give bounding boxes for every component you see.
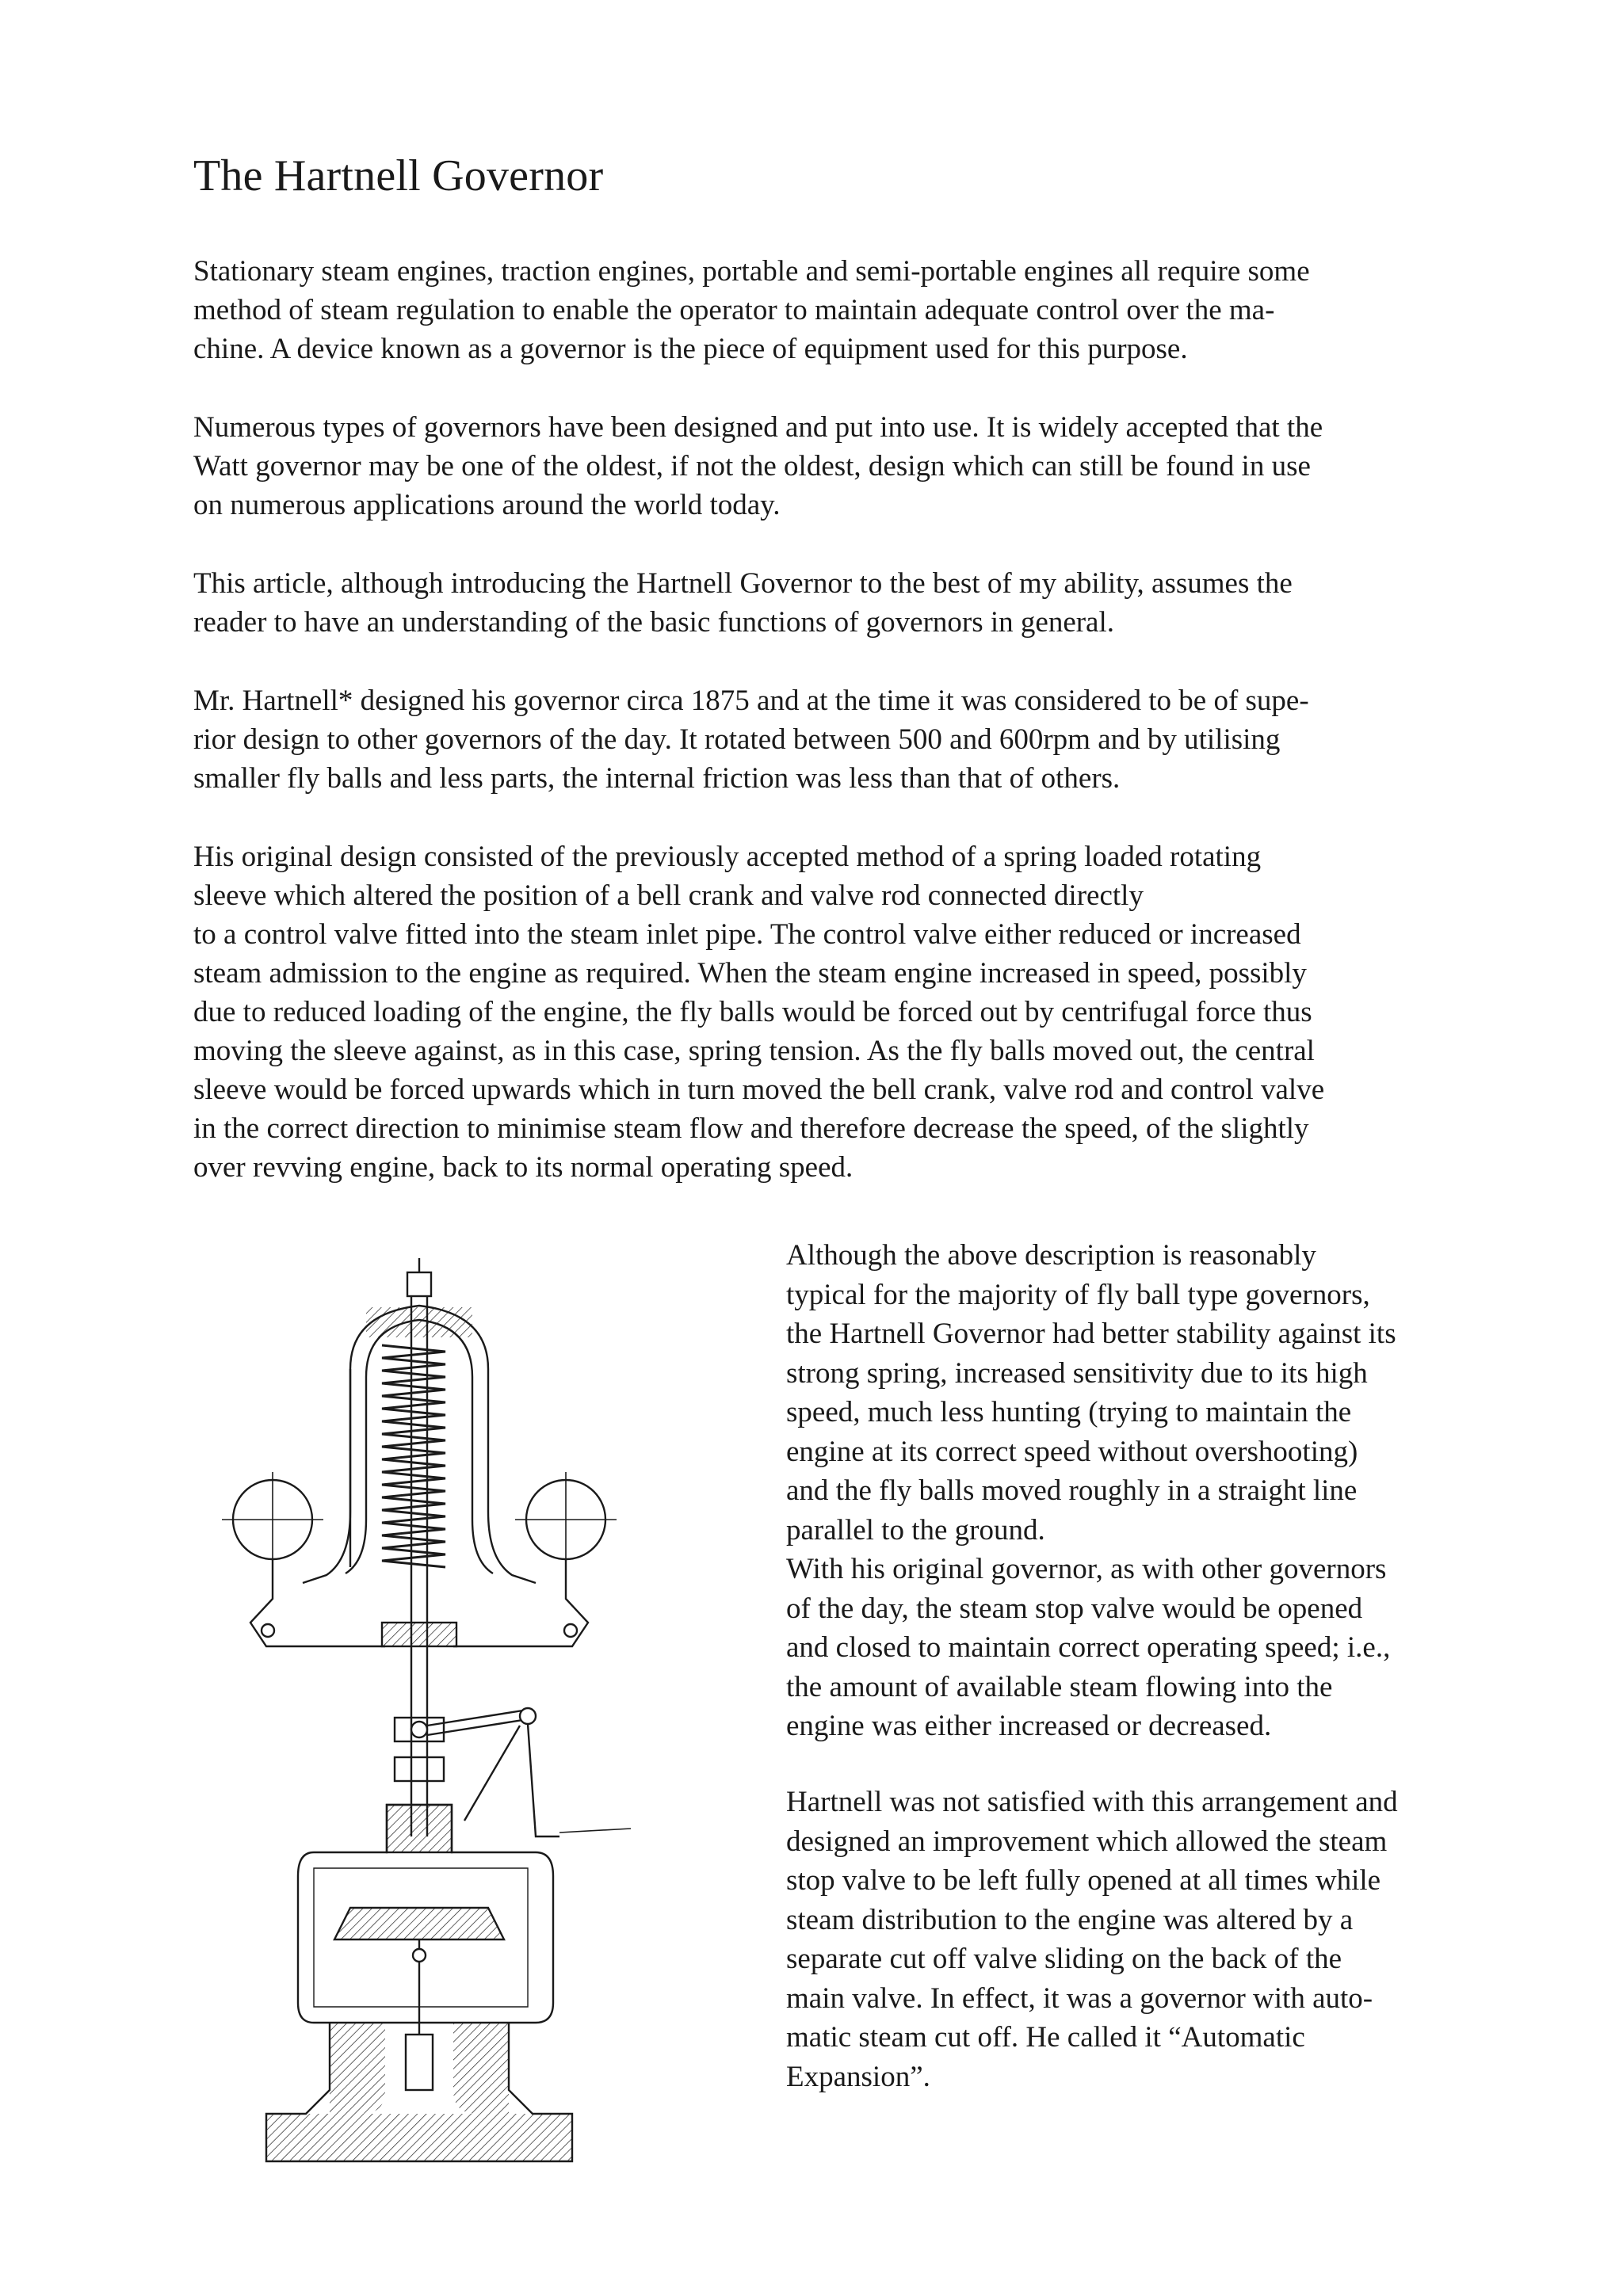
text-line: With his original governor, as with other governors (786, 1553, 1387, 1585)
paragraph-automatic-expansion (786, 1783, 1484, 2096)
text-line: over revving engine, back to its normal operating speed. (193, 1151, 854, 1184)
text-line: stop valve to be left fully opened at all times while (786, 1864, 1381, 1897)
top-nut (407, 1272, 431, 1296)
text-line: engine at its correct speed without overshooting) (786, 1435, 1358, 1468)
text-line: to a control valve fitted into the steam inlet pipe. The control valve either reduced or increased (193, 918, 1301, 951)
text-line: on numerous applications around the world today. (193, 489, 781, 521)
text-line: designed an improvement which allowed the steam (786, 1825, 1388, 1858)
page-title: The Hartnell Governor (193, 151, 604, 200)
paragraph-hartnell-design (193, 681, 1477, 798)
paragraph-intro (193, 252, 1477, 368)
text-line: This article, although introducing the Hartnell Governor to the best of my ability, assumes the (193, 567, 1293, 600)
paragraph-original-design (193, 837, 1477, 1187)
paragraph-types (193, 408, 1477, 524)
text-line: main valve. In effect, it was a governor with auto- (786, 1981, 1373, 2015)
text-line: steam admission to the engine as required. When the steam engine increased in speed, possibly (193, 957, 1307, 990)
governor-diagram (187, 1250, 663, 2201)
text-line: Hartnell was not satisfied with this arrangement and (786, 1786, 1398, 1818)
text-line: the Hartnell Governor had better stability against its (786, 1318, 1396, 1350)
text-line: matic steam cut off. He called it “Automatic (786, 2021, 1305, 2054)
text-line: Mr. Hartnell* designed his governor circa 1875 and at the time it was considered to be of supe- (193, 685, 1309, 717)
text-line: smaller fly balls and less parts, the internal friction was less than that of others. (193, 762, 1121, 795)
text-line: steam distribution to the engine was altered by a (786, 1903, 1354, 1936)
text-line: of the day, the steam stop valve would be opened (786, 1592, 1363, 1625)
governor-drawing-svg (187, 1250, 663, 2201)
text-line: Expansion”. (786, 2060, 930, 2093)
spring-housing-left (303, 1369, 350, 1583)
text-line: and closed to maintain correct operating speed; i.e., (786, 1631, 1391, 1664)
text-line: reader to have an understanding of the basic functions of governors in general. (193, 606, 1115, 639)
text-line: method of steam regulation to enable the operator to maintain adequate control over the ma- (193, 294, 1275, 326)
text-line: chine. A device known as a governor is the piece of equipment used for this purpose. (193, 333, 1188, 365)
text-line: engine was either increased or decreased. (786, 1710, 1272, 1742)
text-line: speed, much less hunting (trying to maintain the (786, 1396, 1352, 1428)
text-line: sleeve would be forced upwards which in turn moved the bell crank, valve rod and control valve (193, 1074, 1325, 1106)
paragraph-article-scope (193, 564, 1477, 642)
text-line: and the fly balls moved roughly in a straight line (786, 1474, 1358, 1507)
text-line: Stationary steam engines, traction engines, portable and semi-portable engines all require some (193, 255, 1310, 288)
text-line: separate cut off valve sliding on the back of the (786, 1943, 1342, 1975)
paragraph-hartnell-stability (786, 1236, 1484, 1746)
text-line: due to reduced loading of the engine, the fly balls would be forced out by centrifugal force thus (193, 996, 1312, 1028)
text-line: moving the sleeve against, as in this case, spring tension. As the fly balls moved out, the central (193, 1035, 1315, 1067)
text-line: parallel to the ground. (786, 1513, 1045, 1547)
text-line: Although the above description is reasonably (786, 1239, 1316, 1272)
text-line: sleeve which altered the position of a bell crank and valve rod connected directly (193, 879, 1144, 912)
text-line: Numerous types of governors have been designed and put into use. It is widely accepted that the (193, 411, 1323, 444)
text-line: in the correct direction to minimise steam flow and therefore decrease the speed, of the slightly (193, 1112, 1309, 1145)
text-line: typical for the majority of fly ball type governors, (786, 1278, 1370, 1311)
bevel-gear (334, 1908, 504, 1939)
text-line: the amount of available steam flowing into the (786, 1670, 1333, 1703)
text-line: strong spring, increased sensitivity due to its high (786, 1356, 1368, 1390)
spring-coil (382, 1345, 445, 1567)
text-line: Watt governor may be one of the oldest, if not the oldest, design which can still be found in use (193, 450, 1311, 482)
text-line: His original design consisted of the previously accepted method of a spring loaded rotating (193, 841, 1262, 873)
text-line: rior design to other governors of the day. It rotated between 500 and 600rpm and by utilising (193, 723, 1281, 756)
